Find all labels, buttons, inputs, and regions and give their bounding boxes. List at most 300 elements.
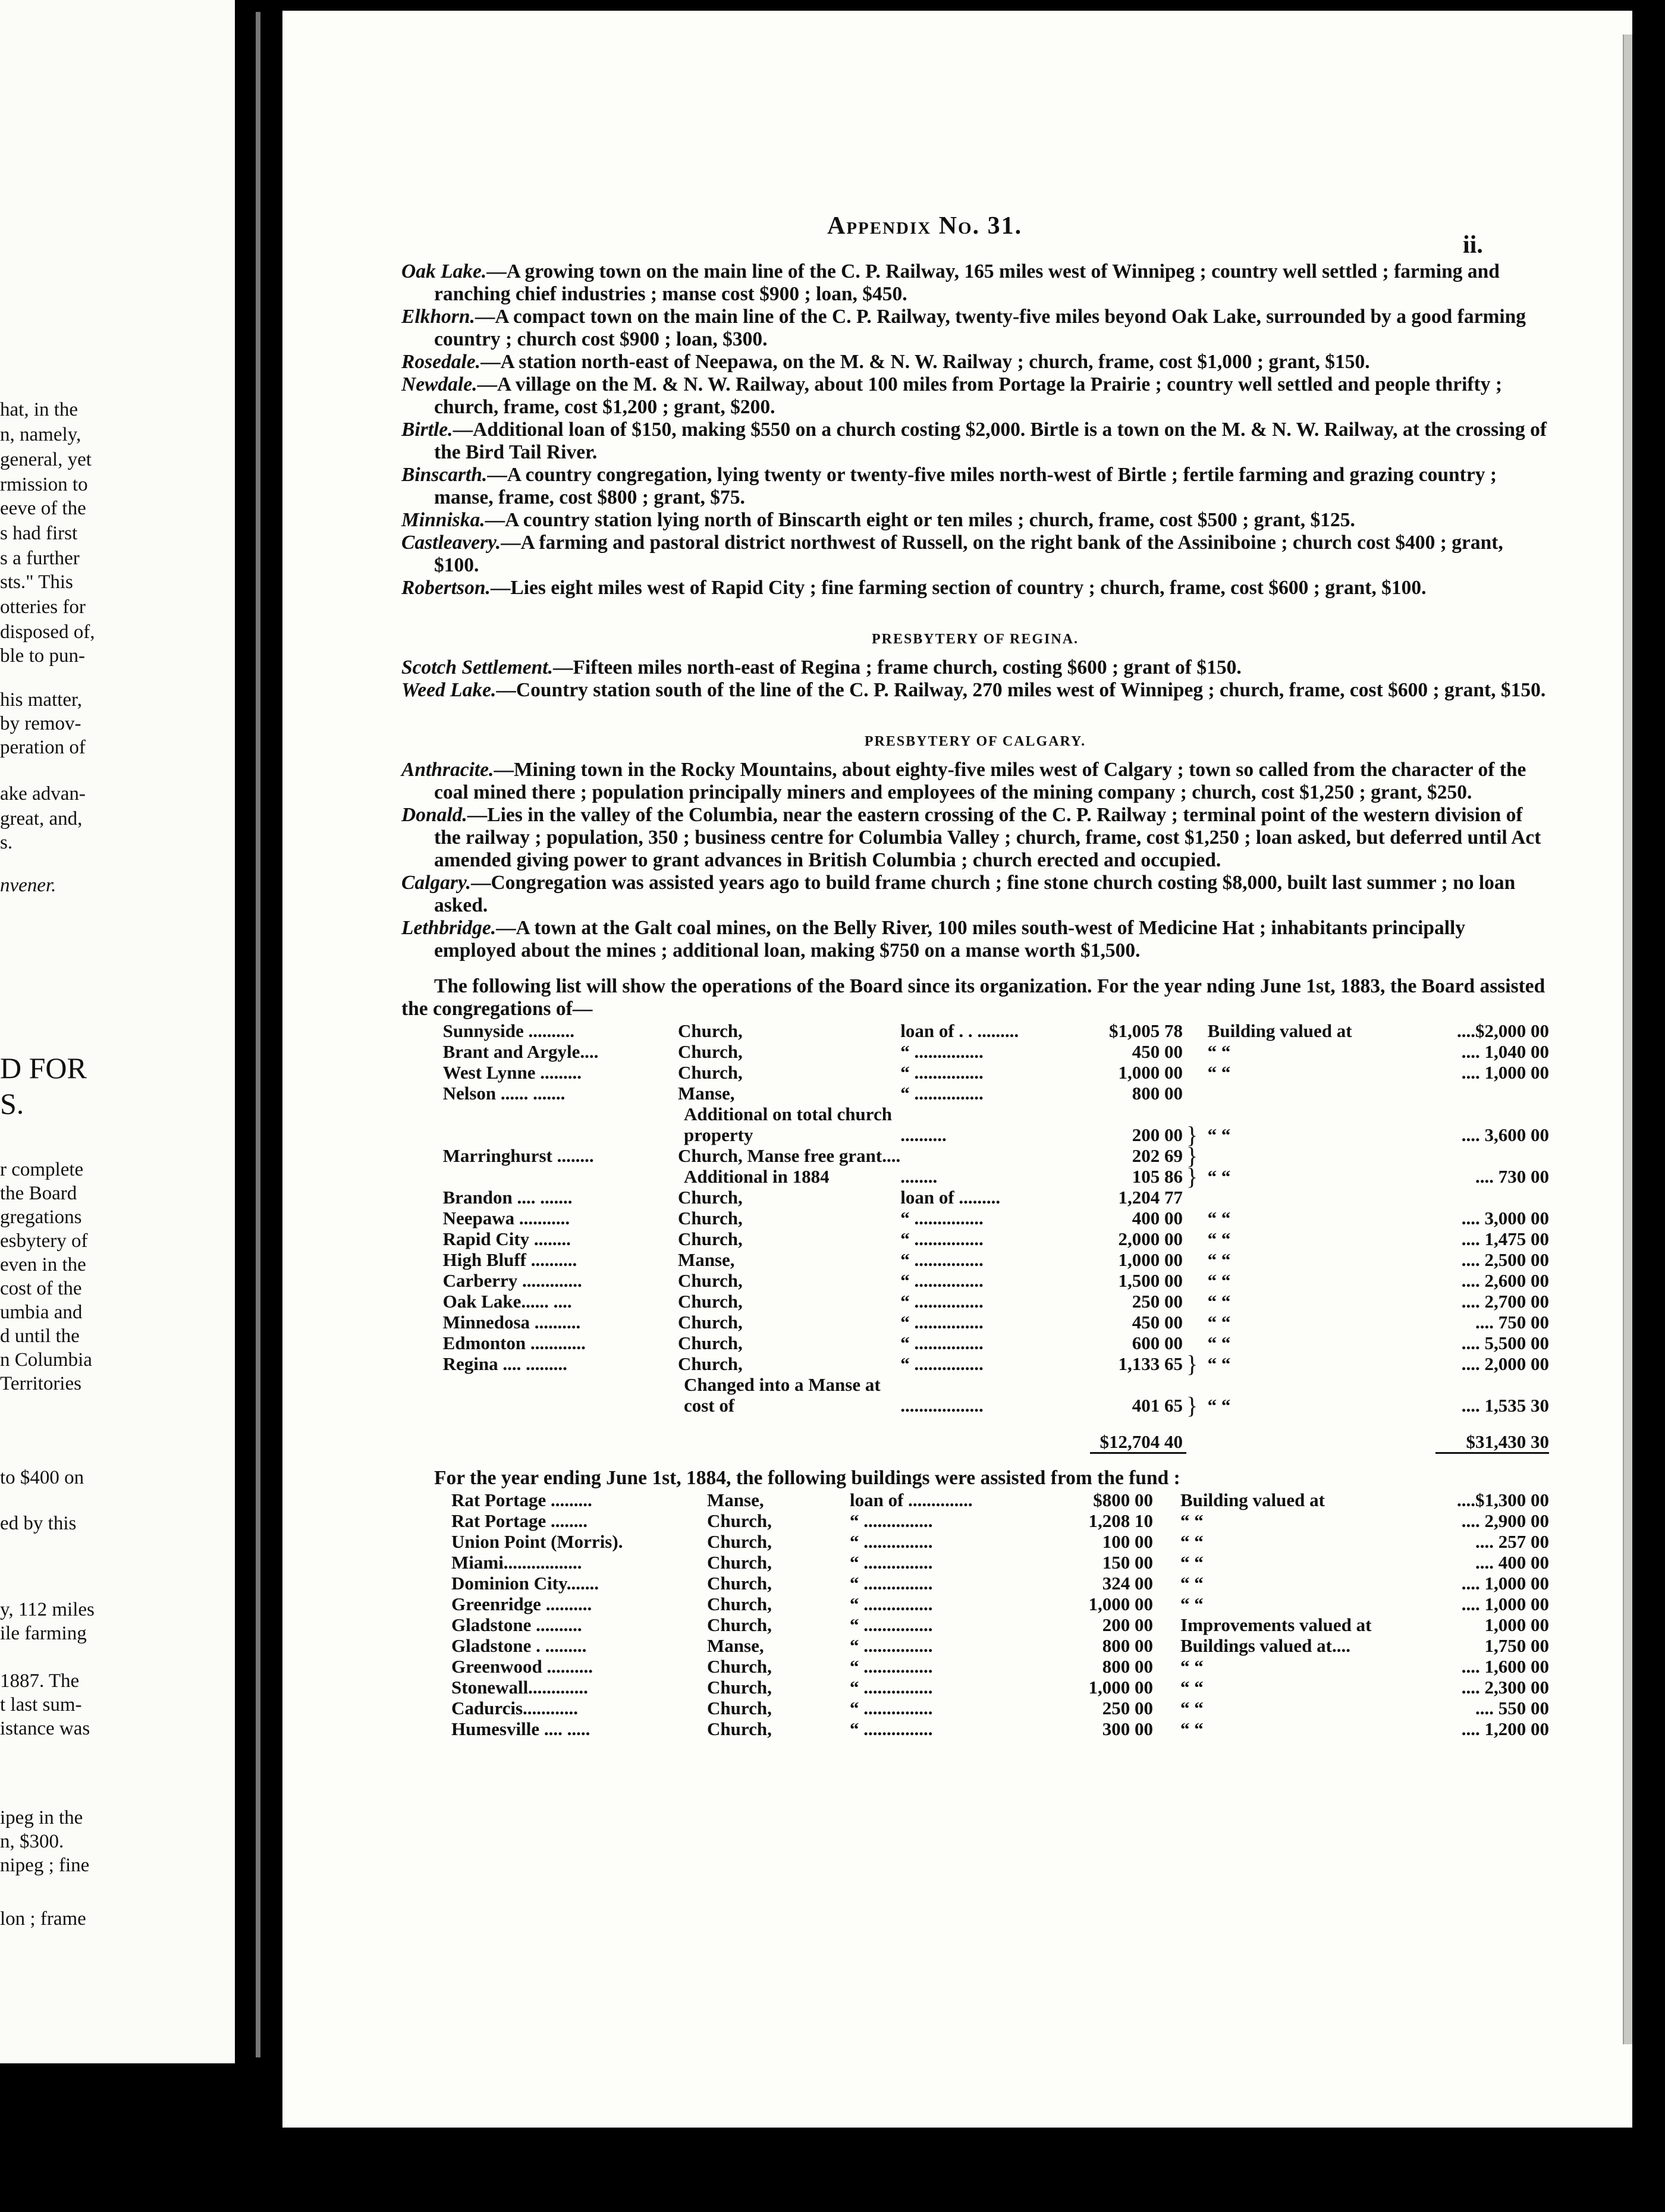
table-row bbox=[401, 1677, 1549, 1698]
cell-brace bbox=[1186, 1270, 1208, 1291]
cell-name: Greenridge .......... bbox=[451, 1594, 592, 1614]
facing-page-text: peration of bbox=[0, 737, 86, 758]
entries-presbytery-regina bbox=[401, 656, 1549, 702]
cell-kind: Church, bbox=[707, 1698, 772, 1718]
congregation-entry bbox=[401, 917, 1549, 962]
table-row bbox=[401, 1718, 1549, 1739]
cell-bld bbox=[1208, 1104, 1436, 1124]
facing-page-text: ake advan- bbox=[0, 783, 86, 805]
cell-loan: “ ............... bbox=[900, 1291, 984, 1312]
cell-kind: Manse, bbox=[707, 1635, 764, 1656]
cell-amt bbox=[1090, 1104, 1186, 1124]
cell-num bbox=[401, 1395, 443, 1416]
cell-val: .... 3,000 00 bbox=[1461, 1208, 1549, 1228]
cell-kind: Church, bbox=[677, 1312, 743, 1333]
cell-bld: “ “ bbox=[1180, 1573, 1204, 1594]
cell-amt: 401 65 bbox=[1132, 1395, 1183, 1416]
facing-page-text: the Board bbox=[0, 1183, 77, 1204]
cell-brace bbox=[1157, 1677, 1180, 1698]
cell-num bbox=[401, 1312, 443, 1333]
facing-page-text: rmission to bbox=[0, 474, 88, 495]
table-row bbox=[401, 1656, 1549, 1677]
congregation-entry bbox=[401, 577, 1549, 599]
congregation-description: —Mining town in the Rocky Mountains, about eighty-five miles west of Calgary ; town so called from the character of the coal mined there ; population principally miners and employees of the mining company ; church, cost $1,250 ; grant, $250. bbox=[434, 759, 1526, 803]
cell-bld: Buildings valued at.... bbox=[1180, 1635, 1350, 1656]
cell-loan: .................. bbox=[900, 1395, 984, 1416]
cell-kind: Church, bbox=[707, 1656, 772, 1677]
cell-num bbox=[401, 1698, 451, 1718]
cell-amt: 800 00 bbox=[1102, 1635, 1153, 1656]
cell-num bbox=[401, 1145, 443, 1166]
cell-num bbox=[401, 1062, 443, 1083]
congregation-name: Birtle. bbox=[401, 419, 453, 441]
table-row bbox=[401, 1041, 1549, 1062]
entries-presbytery-brandon bbox=[401, 260, 1549, 599]
facing-page-text: to $400 on bbox=[0, 1467, 84, 1488]
cell-amt: 1,133 65 bbox=[1118, 1353, 1183, 1374]
page-edge bbox=[1623, 34, 1632, 2044]
cell-brace bbox=[1157, 1573, 1180, 1594]
facing-page-text: sts." This bbox=[0, 571, 73, 593]
cell-bld: “ “ bbox=[1180, 1698, 1204, 1718]
cell-bld: “ “ bbox=[1207, 1124, 1231, 1145]
cell-bld: “ “ bbox=[1180, 1531, 1204, 1552]
cell-amt: 1,000 00 bbox=[1118, 1062, 1183, 1083]
congregation-description: —A country station lying north of Binscarth eight or ten miles ; church, frame, cost $500 ; grant, $125. bbox=[485, 509, 1355, 531]
congregation-entry bbox=[401, 260, 1549, 306]
cell-val: .... 2,900 00 bbox=[1461, 1510, 1549, 1531]
facing-page-text: hat, in the bbox=[0, 399, 78, 420]
cell-name bbox=[443, 1104, 678, 1124]
cell-brace bbox=[1186, 1208, 1208, 1228]
cell-bld: “ “ bbox=[1207, 1312, 1231, 1333]
cell-kind: Church, bbox=[677, 1208, 743, 1228]
cell-bld bbox=[1208, 1145, 1436, 1166]
congregation-description: —A village on the M. & N. W. Railway, about 100 miles from Portage la Prairie ; country well settled and people thrifty ; church, frame, cost $1,200 ; grant, $200. bbox=[434, 373, 1502, 418]
table-row bbox=[401, 1166, 1549, 1187]
cell-brace: } bbox=[1186, 1392, 1198, 1419]
congregation-name: Minniska. bbox=[401, 509, 485, 531]
page-number: ii. bbox=[1463, 231, 1483, 259]
cell-loan: loan of .............. bbox=[850, 1490, 973, 1510]
congregation-name: Lethbridge. bbox=[401, 917, 497, 939]
cell-num bbox=[401, 1490, 451, 1510]
cell-brace bbox=[1186, 1312, 1208, 1333]
cell-amt: $1,005 78 bbox=[1108, 1020, 1183, 1041]
cell-val: 1,750 00 bbox=[1484, 1635, 1549, 1656]
cell-num bbox=[401, 1208, 443, 1228]
cell-brace bbox=[1186, 1062, 1208, 1083]
cell-bld: “ “ bbox=[1180, 1656, 1204, 1677]
cell-amt: 202 69 bbox=[1132, 1145, 1183, 1166]
facing-page-text: eeve of the bbox=[0, 498, 86, 519]
cell-name: Nelson ...... ....... bbox=[442, 1083, 566, 1104]
facing-page-text: nvener. bbox=[0, 875, 56, 896]
cell-val bbox=[1435, 1187, 1549, 1208]
cell-name: Sunnyside .......... bbox=[442, 1020, 574, 1041]
table-row bbox=[401, 1490, 1549, 1510]
cell-val: .... 2,000 00 bbox=[1461, 1353, 1549, 1374]
congregation-entry bbox=[401, 872, 1549, 917]
cell-kind: Church, bbox=[707, 1531, 772, 1552]
cell-bld: “ “ bbox=[1180, 1677, 1204, 1698]
cell-name: Miami................. bbox=[451, 1552, 582, 1573]
congregation-name: Donald. bbox=[401, 804, 467, 826]
facing-page-text: his matter, bbox=[0, 689, 82, 711]
cell-kind: Additional in 1884 bbox=[683, 1166, 830, 1187]
cell-kind: Church, bbox=[707, 1573, 772, 1594]
table-1883 bbox=[401, 1020, 1549, 1454]
facing-page-text: istance was bbox=[0, 1718, 90, 1739]
cell-loan: “ ............... bbox=[900, 1083, 984, 1104]
document-page bbox=[282, 11, 1632, 2128]
cell-kind: Church, bbox=[677, 1187, 743, 1208]
cell-val: .... 257 00 bbox=[1475, 1531, 1549, 1552]
cell-amt: 450 00 bbox=[1132, 1312, 1183, 1333]
table-row bbox=[401, 1291, 1549, 1312]
cell-loan bbox=[900, 1145, 1090, 1166]
cell-brace bbox=[1157, 1490, 1180, 1510]
cell-num bbox=[401, 1573, 451, 1594]
congregation-description: —A town at the Galt coal mines, on the Belly River, 100 miles south-west of Medicine Hat ; inhabitants principally employed about the mines ; additional loan, making $750 on a manse worth $1,500. bbox=[434, 917, 1466, 962]
facing-page-text: great, and, bbox=[0, 808, 83, 830]
cell-num bbox=[401, 1510, 451, 1531]
congregation-entry bbox=[401, 373, 1549, 419]
table-row bbox=[401, 1249, 1549, 1270]
congregation-description: —Lies in the valley of the Columbia, near the eastern crossing of the C. P. Railway ; terminal point of the western division of the railway ; population, 350 ; business centre for Columbia Valley ; church, frame, cost $1,250 ; loan asked, but deferred until Act amended giving power to grant advances in British Columbia ; church erected and occupied. bbox=[434, 804, 1541, 871]
page-body bbox=[401, 260, 1549, 1739]
total-values: $31,430 30 bbox=[1435, 1416, 1549, 1453]
cell-val bbox=[1435, 1104, 1549, 1124]
facing-page-text: lon ; frame bbox=[0, 1908, 86, 1930]
congregation-entry bbox=[401, 759, 1549, 804]
cell-kind: Church, Manse free grant.... bbox=[677, 1145, 901, 1166]
cell-amt: $800 00 bbox=[1093, 1490, 1153, 1510]
cell-loan: “ ............... bbox=[850, 1677, 933, 1698]
cell-brace bbox=[1157, 1698, 1180, 1718]
cell-kind: Church, bbox=[707, 1718, 772, 1739]
congregation-name: Castleavery. bbox=[401, 532, 501, 554]
cell-amt: 1,208 10 bbox=[1088, 1510, 1153, 1531]
cell-num bbox=[401, 1635, 451, 1656]
cell-kind: Church, bbox=[677, 1270, 743, 1291]
cell-kind: Church, bbox=[677, 1228, 743, 1249]
cell-kind: property bbox=[683, 1124, 753, 1145]
congregation-entry bbox=[401, 509, 1549, 532]
congregation-description: —A farming and pastoral district northwest of Russell, on the right bank of the Assiniboine ; church cost $400 ; grant, $100. bbox=[434, 532, 1503, 576]
total-loans: $12,704 40 bbox=[1090, 1416, 1186, 1453]
cell-brace bbox=[1157, 1510, 1180, 1531]
cell-loan: “ ............... bbox=[850, 1698, 933, 1718]
cell-brace: } bbox=[1186, 1163, 1198, 1190]
cell-brace bbox=[1186, 1041, 1208, 1062]
cell-val: .... 750 00 bbox=[1475, 1312, 1549, 1333]
table-row bbox=[401, 1187, 1549, 1208]
cell-loan: “ ............... bbox=[900, 1353, 984, 1374]
cell-bld: “ “ bbox=[1207, 1249, 1231, 1270]
cell-val bbox=[1435, 1374, 1549, 1395]
facing-page-text: n Columbia bbox=[0, 1349, 92, 1371]
cell-amt: 105 86 bbox=[1132, 1166, 1183, 1187]
cell-name bbox=[443, 1124, 678, 1145]
cell-kind: Church, bbox=[677, 1333, 743, 1353]
cell-amt: 250 00 bbox=[1132, 1291, 1183, 1312]
facing-page-text: ile farming bbox=[0, 1623, 87, 1644]
cell-num bbox=[401, 1374, 443, 1395]
table-row bbox=[401, 1124, 1549, 1145]
cell-loan: .......... bbox=[900, 1124, 947, 1145]
cell-kind: Church, bbox=[677, 1291, 743, 1312]
congregation-name: Binscarth. bbox=[401, 464, 488, 486]
cell-name: Rapid City ........ bbox=[442, 1228, 571, 1249]
cell-val: .... 5,500 00 bbox=[1461, 1333, 1549, 1353]
cell-name: Humesville .... ..... bbox=[451, 1718, 590, 1739]
cell-loan: “ ............... bbox=[900, 1249, 984, 1270]
cell-num bbox=[401, 1083, 443, 1104]
cell-bld: Building valued at bbox=[1180, 1490, 1325, 1510]
cell-amt: 324 00 bbox=[1102, 1573, 1153, 1594]
congregation-name: Weed Lake. bbox=[401, 679, 497, 701]
cell-num bbox=[401, 1270, 443, 1291]
facing-page-fragment bbox=[0, 0, 235, 2063]
cell-name: West Lynne ......... bbox=[442, 1062, 582, 1083]
cell-num bbox=[401, 1041, 443, 1062]
cell-loan: “ ............... bbox=[850, 1656, 933, 1677]
cell-amt: 1,000 00 bbox=[1088, 1594, 1153, 1614]
cell-loan: “ ............... bbox=[850, 1573, 933, 1594]
facing-page-text: gregations bbox=[0, 1206, 82, 1228]
cell-name: Brant and Argyle.... bbox=[442, 1041, 599, 1062]
cell-loan: loan of . . ......... bbox=[900, 1020, 1019, 1041]
cell-val: .... 550 00 bbox=[1475, 1698, 1549, 1718]
facing-page-text: n, namely, bbox=[0, 424, 81, 445]
congregation-entry bbox=[401, 532, 1549, 577]
cell-val: .... 730 00 bbox=[1475, 1166, 1549, 1187]
facing-page-text: by remov- bbox=[0, 713, 81, 734]
facing-page-text: s. bbox=[0, 832, 13, 853]
cell-name: Oak Lake...... .... bbox=[442, 1291, 572, 1312]
cell-kind: Church, bbox=[707, 1594, 772, 1614]
cell-brace bbox=[1157, 1656, 1180, 1677]
cell-val: 1,000 00 bbox=[1484, 1614, 1549, 1635]
cell-kind: Additional on total church bbox=[683, 1104, 892, 1124]
congregation-description: —Additional loan of $150, making $550 on a church costing $2,000. Birtle is a town on the M. & N. W. Railway, at the crossing of the Bird Tail River. bbox=[434, 419, 1547, 463]
facing-page-text: D FOR bbox=[0, 1051, 87, 1085]
cell-val: .... 2,700 00 bbox=[1461, 1291, 1549, 1312]
cell-bld: “ “ bbox=[1207, 1208, 1231, 1228]
congregation-description: —Congregation was assisted years ago to build frame church ; fine stone church costing $8,000, built last summer ; no loan asked. bbox=[434, 872, 1516, 916]
cell-brace: } bbox=[1186, 1142, 1198, 1169]
table-row bbox=[401, 1083, 1549, 1104]
cell-val bbox=[1435, 1083, 1549, 1104]
heading-presbytery-calgary: PRESBYTERY OF CALGARY. bbox=[864, 734, 1086, 749]
cell-kind: Church, bbox=[707, 1510, 772, 1531]
cell-kind: Church, bbox=[677, 1041, 743, 1062]
congregation-name: Rosedale. bbox=[401, 351, 481, 373]
cell-brace bbox=[1157, 1635, 1180, 1656]
facing-page-text: even in the bbox=[0, 1254, 86, 1275]
facing-page-text: otteries for bbox=[0, 596, 86, 618]
cell-kind: Manse, bbox=[677, 1249, 735, 1270]
cell-loan: “ ............... bbox=[850, 1552, 933, 1573]
cell-brace bbox=[1157, 1531, 1180, 1552]
cell-bld: “ “ bbox=[1207, 1353, 1231, 1374]
table-row bbox=[401, 1270, 1549, 1291]
cell-bld: “ “ bbox=[1180, 1510, 1204, 1531]
cell-val: .... 2,600 00 bbox=[1461, 1270, 1549, 1291]
cell-brace bbox=[1157, 1552, 1180, 1573]
congregation-entry bbox=[401, 679, 1549, 702]
cell-brace bbox=[1186, 1187, 1208, 1208]
facing-page-text: ipeg in the bbox=[0, 1807, 83, 1828]
congregation-name: Elkhorn. bbox=[401, 306, 475, 328]
page-gutter bbox=[256, 12, 260, 2057]
cell-val: .... 2,300 00 bbox=[1461, 1677, 1549, 1698]
cell-kind: Manse, bbox=[677, 1083, 735, 1104]
cell-name: High Bluff .......... bbox=[442, 1249, 577, 1270]
facing-page-text: Territories bbox=[0, 1373, 81, 1394]
cell-num bbox=[401, 1166, 443, 1187]
cell-num bbox=[401, 1020, 443, 1041]
cell-amt: 1,000 00 bbox=[1118, 1249, 1183, 1270]
congregation-name: Calgary. bbox=[401, 872, 471, 894]
cell-num bbox=[401, 1677, 451, 1698]
table-row bbox=[401, 1374, 1549, 1395]
facing-page-text: d until the bbox=[0, 1325, 80, 1347]
cell-bld: “ “ bbox=[1207, 1333, 1231, 1353]
cell-num bbox=[401, 1104, 443, 1124]
facing-page-text: n, $300. bbox=[0, 1831, 64, 1852]
cell-num bbox=[401, 1353, 443, 1374]
cell-amt: 600 00 bbox=[1132, 1333, 1183, 1353]
cell-name: Rat Portage ......... bbox=[451, 1490, 592, 1510]
cell-name bbox=[443, 1374, 678, 1395]
facing-page-text: umbia and bbox=[0, 1302, 83, 1323]
congregation-entry bbox=[401, 804, 1549, 872]
cell-loan: “ ............... bbox=[850, 1594, 933, 1614]
cell-val: .... 1,000 00 bbox=[1461, 1062, 1549, 1083]
congregation-entry bbox=[401, 656, 1549, 679]
table-row bbox=[401, 1020, 1549, 1041]
cell-bld: “ “ bbox=[1207, 1291, 1231, 1312]
facing-page-text: S. bbox=[0, 1087, 24, 1120]
cell-amt: 300 00 bbox=[1102, 1718, 1153, 1739]
cell-bld bbox=[1208, 1374, 1436, 1395]
congregation-name: Robertson. bbox=[401, 577, 491, 599]
cell-amt: 800 00 bbox=[1102, 1656, 1153, 1677]
cell-loan: “ ............... bbox=[850, 1510, 933, 1531]
table-row bbox=[401, 1635, 1549, 1656]
cell-name: Carberry ............. bbox=[442, 1270, 582, 1291]
cell-kind: Manse, bbox=[707, 1490, 764, 1510]
cell-name: Stonewall............. bbox=[451, 1677, 588, 1698]
cell-num bbox=[401, 1531, 451, 1552]
facing-page-text: r complete bbox=[0, 1159, 84, 1180]
congregation-description: —Fifteen miles north-east of Regina ; frame church, costing $600 ; grant of $150. bbox=[552, 656, 1242, 678]
cell-bld: Improvements valued at bbox=[1180, 1614, 1372, 1635]
cell-name: Neepawa ........... bbox=[442, 1208, 570, 1228]
cell-name: Gladstone .......... bbox=[451, 1614, 582, 1635]
cell-kind: Church, bbox=[707, 1614, 772, 1635]
cell-name: Greenwood .......... bbox=[451, 1656, 593, 1677]
cell-brace bbox=[1186, 1228, 1208, 1249]
cell-num bbox=[401, 1333, 443, 1353]
cell-num bbox=[401, 1228, 443, 1249]
cell-amt: 150 00 bbox=[1102, 1552, 1153, 1573]
cell-brace: } bbox=[1186, 1121, 1198, 1148]
cell-loan: “ ............... bbox=[850, 1718, 933, 1739]
congregation-entry bbox=[401, 306, 1549, 351]
cell-brace bbox=[1157, 1614, 1180, 1635]
congregation-name: Newdale. bbox=[401, 373, 477, 395]
cell-amt: 200 00 bbox=[1102, 1614, 1153, 1635]
congregation-name: Anthracite. bbox=[401, 759, 494, 781]
cell-loan bbox=[900, 1104, 1090, 1124]
facing-page-text: ble to pun- bbox=[0, 645, 85, 667]
congregation-name: Oak Lake. bbox=[401, 260, 487, 282]
cell-amt bbox=[1090, 1374, 1186, 1395]
congregation-entry bbox=[401, 419, 1549, 464]
cell-name: Brandon .... ....... bbox=[442, 1187, 573, 1208]
congregation-description: —A country congregation, lying twenty or twenty-five miles north-west of Birtle ; fertile farming and grazing country ; manse, frame, cost $800 ; grant, $75. bbox=[434, 464, 1497, 508]
cell-brace bbox=[1186, 1083, 1208, 1104]
cell-name: Rat Portage ........ bbox=[451, 1510, 588, 1531]
cell-bld: “ “ bbox=[1207, 1166, 1231, 1187]
congregation-name: Scotch Settlement. bbox=[401, 656, 553, 678]
table-row bbox=[401, 1228, 1549, 1249]
cell-loan: “ ............... bbox=[900, 1228, 984, 1249]
facing-page-text: disposed of, bbox=[0, 621, 95, 643]
facing-page-text: cost of the bbox=[0, 1278, 82, 1299]
table-row bbox=[401, 1510, 1549, 1531]
cell-kind: Church, bbox=[707, 1552, 772, 1573]
cell-brace bbox=[1186, 1249, 1208, 1270]
table-row bbox=[401, 1552, 1549, 1573]
facing-page-text: ed by this bbox=[0, 1513, 77, 1534]
cell-val bbox=[1435, 1145, 1549, 1166]
facing-page-text: t last sum- bbox=[0, 1694, 82, 1715]
cell-amt: 1,204 77 bbox=[1118, 1187, 1183, 1208]
facing-page-text: y, 112 miles bbox=[0, 1599, 95, 1620]
cell-name: Cadurcis............ bbox=[451, 1698, 579, 1718]
cell-bld: “ “ bbox=[1180, 1718, 1204, 1739]
cell-loan: “ ............... bbox=[900, 1333, 984, 1353]
cell-num bbox=[401, 1656, 451, 1677]
table-row bbox=[401, 1145, 1549, 1166]
heading-presbytery-regina: PRESBYTERY OF REGINA. bbox=[871, 631, 1079, 647]
cell-amt: 250 00 bbox=[1102, 1698, 1153, 1718]
cell-loan: loan of ......... bbox=[900, 1187, 1001, 1208]
cell-num bbox=[401, 1552, 451, 1573]
cell-amt: 1,000 00 bbox=[1088, 1677, 1153, 1698]
cell-brace: } bbox=[1186, 1350, 1198, 1377]
entries-presbytery-calgary bbox=[401, 759, 1549, 962]
cell-bld: “ “ bbox=[1207, 1041, 1231, 1062]
facing-page-text: s had first bbox=[0, 523, 78, 544]
cell-name: Gladstone . ......... bbox=[451, 1635, 587, 1656]
cell-bld: “ “ bbox=[1207, 1062, 1231, 1083]
cell-brace bbox=[1157, 1718, 1180, 1739]
cell-num bbox=[401, 1187, 443, 1208]
cell-loan: “ ............... bbox=[850, 1614, 933, 1635]
paragraph-1884: For the year ending June 1st, 1884, the following buildings were assisted from the fund : bbox=[434, 1467, 1180, 1489]
congregation-description: —A compact town on the main line of the C. P. Railway, twenty-five miles beyond Oak Lake, surrounded by a good farming country ; church cost $900 ; loan, $300. bbox=[434, 306, 1526, 350]
cell-kind: Church, bbox=[707, 1677, 772, 1698]
cell-name: Dominion City....... bbox=[451, 1573, 599, 1594]
table-row bbox=[401, 1312, 1549, 1333]
table-row bbox=[401, 1062, 1549, 1083]
cell-loan bbox=[900, 1374, 1090, 1395]
